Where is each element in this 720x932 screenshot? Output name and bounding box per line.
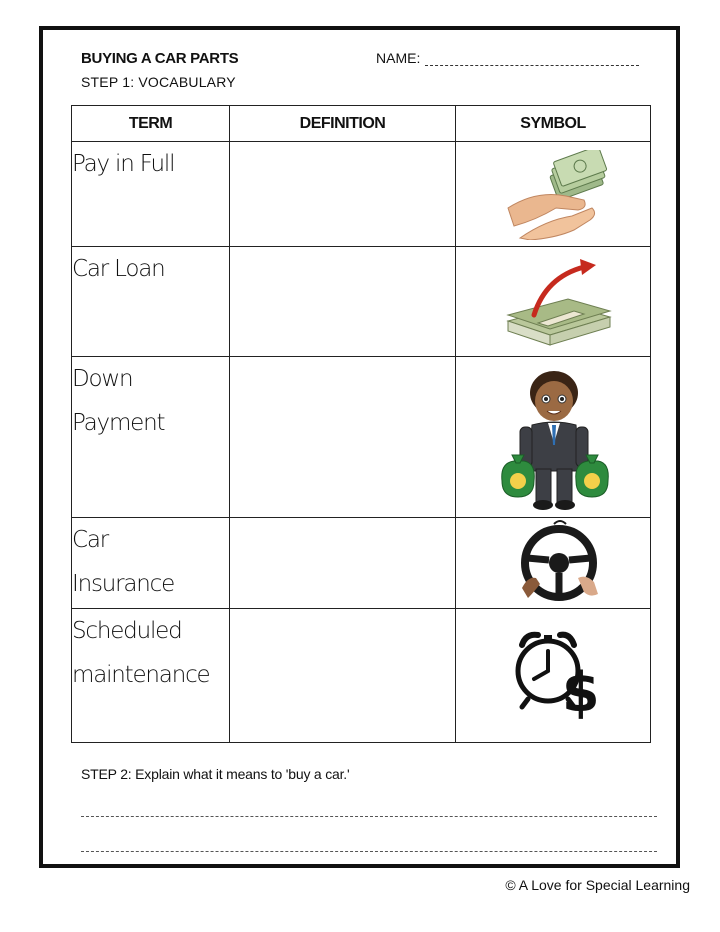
term-text: Insurance xyxy=(72,571,175,597)
term-text: Scheduled xyxy=(72,618,182,644)
svg-text:$: $ xyxy=(562,661,600,723)
symbol-cell xyxy=(456,142,651,247)
definition-cell[interactable] xyxy=(230,518,456,609)
name-label: NAME: xyxy=(376,50,421,66)
copyright-notice: © A Love for Special Learning xyxy=(505,877,690,893)
symbol-cell xyxy=(456,357,651,518)
term-cell xyxy=(72,142,230,247)
column-header-definition: DEFINITION xyxy=(230,106,456,142)
vocabulary-table xyxy=(71,105,651,743)
definition-cell[interactable] xyxy=(230,357,456,518)
name-field[interactable] xyxy=(425,63,639,66)
table-row xyxy=(72,609,651,743)
definition-cell[interactable] xyxy=(230,609,456,743)
table-row xyxy=(72,518,651,609)
worksheet-page xyxy=(39,26,680,868)
table-row xyxy=(72,142,651,247)
hands-counting-money-icon xyxy=(506,150,616,240)
symbol-cell xyxy=(456,609,651,743)
money-stack-arrow-icon xyxy=(504,259,614,349)
alarm-clock-dollar-icon xyxy=(508,623,608,723)
term-cell xyxy=(72,357,230,518)
term-text: Car xyxy=(72,527,109,553)
answer-line[interactable] xyxy=(81,815,657,817)
column-header-term: TERM xyxy=(72,106,230,142)
term-cell xyxy=(72,247,230,357)
step2-prompt: STEP 2: Explain what it means to 'buy a car.' xyxy=(81,766,350,782)
worksheet-title: BUYING A CAR PARTS xyxy=(81,50,239,67)
term-text: Down xyxy=(72,366,133,392)
table-row xyxy=(72,357,651,518)
table-row xyxy=(72,247,651,357)
term-text: Car Loan xyxy=(72,256,165,282)
definition-cell[interactable] xyxy=(230,247,456,357)
table-header-row xyxy=(72,106,651,142)
term-cell xyxy=(72,518,230,609)
man-with-money-bags-icon xyxy=(494,363,614,513)
column-header-symbol: SYMBOL xyxy=(456,106,651,142)
symbol-cell xyxy=(456,247,651,357)
worksheet-subtitle: STEP 1: VOCABULARY xyxy=(81,74,236,90)
term-text: Payment xyxy=(72,410,165,436)
definition-cell[interactable] xyxy=(230,142,456,247)
term-text: Pay in Full xyxy=(72,151,175,177)
symbol-cell xyxy=(456,518,651,609)
term-text: maintenance xyxy=(72,662,210,688)
answer-line[interactable] xyxy=(81,850,657,852)
term-cell xyxy=(72,609,230,743)
steering-wheel-hands-icon xyxy=(514,518,604,608)
